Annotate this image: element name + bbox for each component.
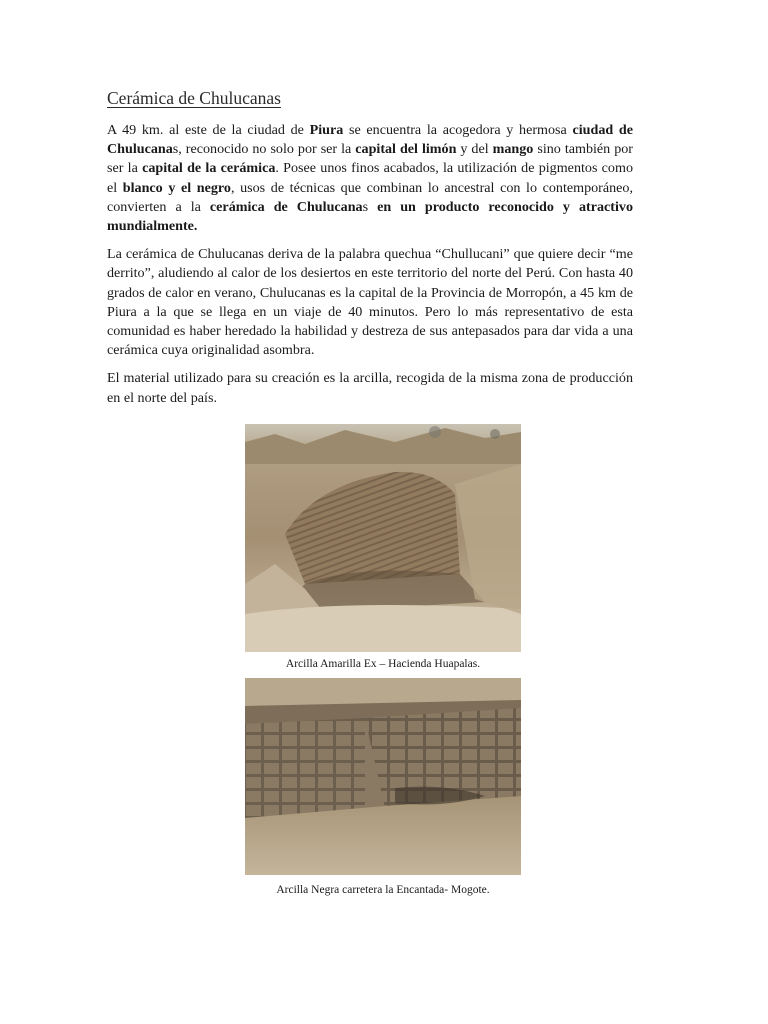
bold-ceramica-capital: capital de la cerámica <box>142 160 276 177</box>
bold-ceramica: cerámica de Chulucana <box>209 198 363 215</box>
text-run: . Posee unos finos acabados, la utilización de pigmentos como el <box>107 160 633 196</box>
bold-piura: Piura <box>309 122 344 138</box>
bold-blanco-negro: blanco y el negro <box>122 179 231 196</box>
document-body <box>107 88 633 417</box>
paragraph-intro <box>107 121 633 236</box>
paragraph-origin: La cerámica de Chulucanas deriva de la palabra quechua “Chullucani” que quiere decir “me derrito”, aludiendo al calor de los desiertos en este territorio del norte del Perú. Con hasta 40 grados de calor en verano, Chulucanas es la capital de la Provincia de Morropón, a 45 km de Piura a la que se llega en un viaje de 40 minutos. Pero lo más representativo de esta comunidad es haber heredado la habilidad y destreza de sus antepasados para dar vida a una cerámica cuya originalidad asombra. <box>107 246 633 359</box>
caption-yellow-clay: Arcilla Amarilla Ex – Hacienda Huapalas. <box>285 658 481 670</box>
text-run: s <box>362 198 378 215</box>
paragraph-material: El material utilizado para su creación es la arcilla, recogida de la misma zona de producción en el norte del país. <box>107 370 633 406</box>
page-title: Cerámica de Chulucanas <box>107 88 281 108</box>
bold-ciudad: ciudad de Chulucana <box>107 122 633 158</box>
photo-yellow-clay <box>245 424 521 652</box>
text-run: y del <box>456 141 493 158</box>
photo-black-clay <box>245 678 521 875</box>
bold-producto: en un producto reconocido y atractivo mundialmente. <box>107 198 633 235</box>
text-run: se encuentra la acogedora y hermosa <box>343 122 573 138</box>
text-run: , usos de técnicas que combinan lo ancestral con lo contemporáneo, convierten a la <box>107 179 634 215</box>
text-run: sino también por ser la <box>107 141 633 177</box>
bold-limon: capital del limón <box>355 141 457 158</box>
text-run: s, reconocido no solo por ser la <box>172 141 356 158</box>
text-run: A 49 km. al este de la ciudad de <box>107 122 310 138</box>
caption-black-clay: Arcilla Negra carretera la Encantada- Mogote. <box>276 884 490 896</box>
bold-mango: mango <box>492 141 534 158</box>
